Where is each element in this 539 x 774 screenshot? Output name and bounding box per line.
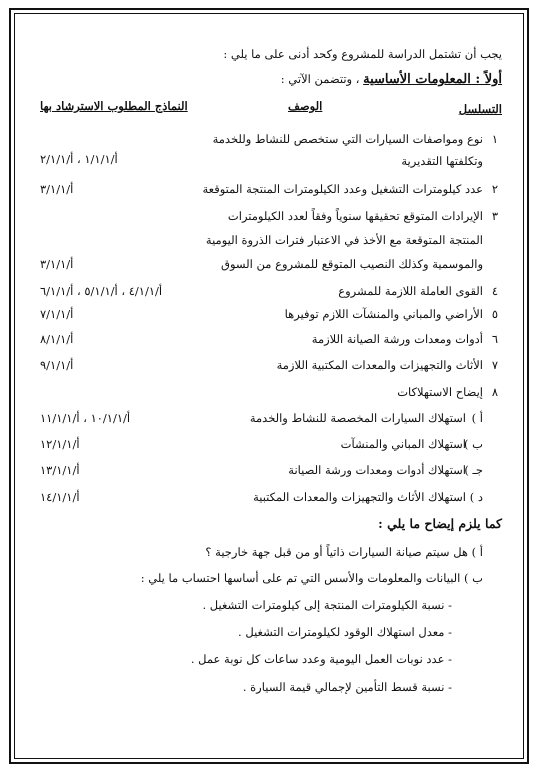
row-description-line: نوع ومواصفات السيارات التي ستخصص للنشاط وللخدمة	[212, 132, 483, 146]
row-description-line: إيضاح الاستهلاكات	[397, 385, 483, 399]
row-description-line: وتكلفتها التقديرية	[401, 154, 483, 168]
row-form: أ/٤/١/١ ، أ/٥/١/١ ، أ/٦/١/١	[40, 284, 163, 298]
row-number: ٤	[491, 284, 499, 298]
bullet-item: - عدد نوبات العمل اليومية وعدد ساعات كل نوبة عمل .	[190, 652, 452, 666]
row-description-line: الأراضي والمباني والمنشآت اللازم توفيرها	[284, 307, 483, 321]
row-number: ٣	[491, 209, 499, 223]
subrow-description: استهلاك الأثاث والتجهيزات والمعدات المكتبية	[253, 490, 466, 504]
row-description-line: المنتجة المتوقعة مع الأخذ في الاعتبار فترات الذروة اليومية	[205, 233, 483, 247]
section-heading-tail: ، وتتضمن الآتي :	[280, 72, 360, 86]
section-heading	[281, 71, 502, 88]
row-number: ٨	[491, 385, 499, 399]
row-description-line: أدوات ومعدات ورشة الصيانة اللازمة	[311, 332, 483, 346]
row-description-line: القوى العاملة اللازمة للمشروع	[338, 284, 483, 298]
subrow-mark: أ )	[471, 411, 483, 425]
subrow-form: أ/١٣/١/١	[40, 463, 80, 477]
row-description-line: والموسمية وكذلك النصيب المتوقع للمشروع من السوق	[221, 257, 483, 271]
row-form: أ/٧/١/١	[40, 307, 74, 321]
row-number: ١	[491, 132, 499, 146]
bullet-item: - نسبة قسط التأمين لإجمالي قيمة السيارة .	[242, 680, 452, 694]
intro-text: يجب أن تشتمل الدراسة للمشروع وكحد أدنى على ما يلي :	[223, 47, 502, 61]
row-form: أ/٩/١/١	[40, 358, 74, 372]
row-form: أ/١/١/١ ، أ/٢/١/١	[40, 152, 118, 166]
subrow-form: أ/١٠/١/١ ، أ/١١/١/١	[40, 411, 131, 425]
subrow-description: استهلاك أدوات ومعدات ورشة الصيانة	[288, 463, 466, 477]
header-description: الوصف	[288, 99, 323, 113]
row-number: ٦	[491, 332, 499, 346]
also-heading: كما يلزم إيضاح ما يلي :	[378, 516, 502, 531]
section-heading-title: أولاً : المعلومات الأساسية	[363, 72, 502, 87]
bullet-item: - معدل استهلاك الوقود لكيلومترات التشغيل .	[238, 625, 452, 639]
subrow-description: استهلاك المباني والمنشآت	[340, 437, 466, 451]
row-description-line: الأثاث والتجهيزات والمعدات المكتبية اللازمة	[276, 358, 483, 372]
subrow-mark: ب )	[464, 437, 483, 451]
subrow-form: أ/١٢/١/١	[40, 437, 80, 451]
row-form: أ/٨/١/١	[40, 332, 74, 346]
header-forms: النماذج المطلوب الاسترشاد بها	[40, 99, 188, 113]
subrow-form: أ/١٤/١/١	[40, 490, 80, 504]
row-number: ٢	[491, 182, 499, 196]
row-description-line: عدد كيلومترات التشغيل وعدد الكيلومترات المنتجة المتوقعة	[202, 182, 483, 196]
also-item: أ ) هل سيتم صيانة السيارات ذاتياً أو من قبل جهة خارجية ؟	[205, 545, 483, 559]
row-number: ٥	[491, 307, 499, 321]
row-number: ٧	[491, 358, 499, 372]
row-form: أ/٣/١/١	[40, 257, 74, 271]
also-item: ب ) البيانات والمعلومات والأسس التي تم على أساسها احتساب ما يلي :	[140, 571, 483, 585]
subrow-mark: جـ )	[464, 463, 483, 477]
header-serial: التسلسل	[458, 102, 502, 116]
subrow-mark: د )	[469, 490, 483, 504]
row-form: أ/٣/١/١	[40, 182, 74, 196]
subrow-description: استهلاك السيارات المخصصة للنشاط والخدمة	[249, 411, 466, 425]
bullet-item: - نسبة الكيلومترات المنتجة إلى كيلومترات التشغيل .	[202, 598, 452, 612]
row-description-line: الإيرادات المتوقع تحقيقها سنوياً وفقاً لعدد الكيلومترات	[227, 209, 483, 223]
